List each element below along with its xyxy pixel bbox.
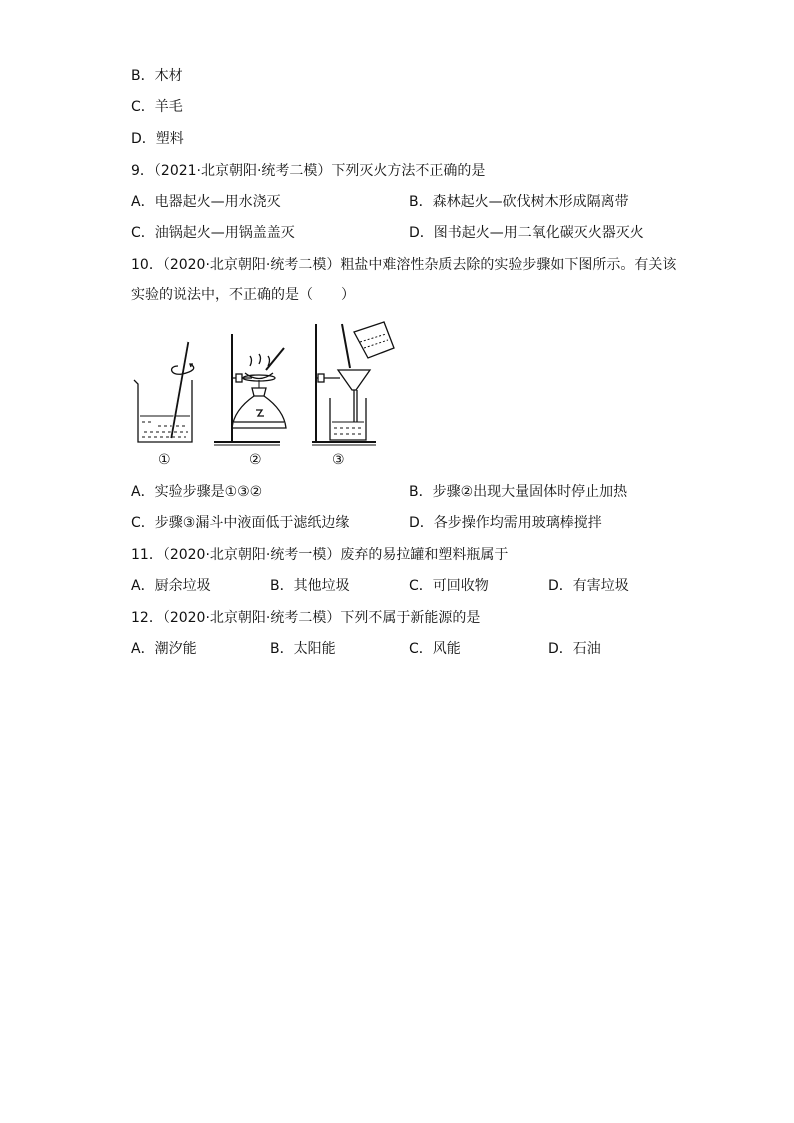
- q9-option-c: C．油锅起火—用锅盖盖灭: [131, 225, 295, 241]
- q10-option-d: D．各步操作均需用玻璃棒搅拌: [409, 515, 602, 531]
- q9-option-b: B．森林起火—砍伐树木形成隔离带: [409, 194, 629, 210]
- figure-label-3: ③: [332, 452, 345, 468]
- figure-label-2: ②: [249, 452, 262, 468]
- filtration-setup-icon: [312, 322, 394, 445]
- q12-option-a: A．潮汐能: [131, 641, 197, 657]
- q9-stem: 9．（2021·北京朝阳·统考二模）下列灭火方法不正确的是: [131, 163, 486, 179]
- figure-label-1: ①: [158, 452, 171, 468]
- q12-option-b: B．太阳能: [270, 641, 336, 657]
- q12-option-c: C．风能: [409, 641, 461, 657]
- q11-stem: 11．（2020·北京朝阳·统考一模）废弃的易拉罐和塑料瓶属于: [131, 547, 509, 563]
- q9-option-a: A．电器起火—用水浇灭: [131, 194, 281, 210]
- q8-option-d: D．塑料: [131, 131, 184, 147]
- q10-option-b: B．步骤②出现大量固体时停止加热: [409, 484, 628, 500]
- q11-option-b: B．其他垃圾: [270, 578, 350, 594]
- q8-option-c: C．羊毛: [131, 99, 183, 115]
- q12-stem: 12．（2020·北京朝阳·统考二模）下列不属于新能源的是: [131, 610, 481, 626]
- q9-option-d: D．图书起火—用二氧化碳灭火器灭火: [409, 225, 644, 241]
- q10-option-a: A．实验步骤是①③②: [131, 484, 263, 500]
- q8-option-b: B．木材: [131, 68, 183, 84]
- q11-option-a: A．厨余垃圾: [131, 578, 211, 594]
- beaker-stirring-icon: [134, 342, 194, 442]
- q10-stem-line2: 实验的说法中，不正确的是（ ）: [131, 287, 355, 303]
- q12-option-d: D．石油: [548, 641, 601, 657]
- q11-option-d: D．有害垃圾: [548, 578, 629, 594]
- q11-option-c: C．可回收物: [409, 578, 489, 594]
- evaporation-setup-icon: [214, 334, 286, 445]
- q10-option-c: C．步骤③漏斗中液面低于滤纸边缘: [131, 515, 350, 531]
- q10-stem-line1: 10．（2020·北京朝阳·统考二模）粗盐中难溶性杂质去除的实验步骤如下图所示。有关该: [131, 257, 677, 273]
- q10-figure: [128, 318, 398, 478]
